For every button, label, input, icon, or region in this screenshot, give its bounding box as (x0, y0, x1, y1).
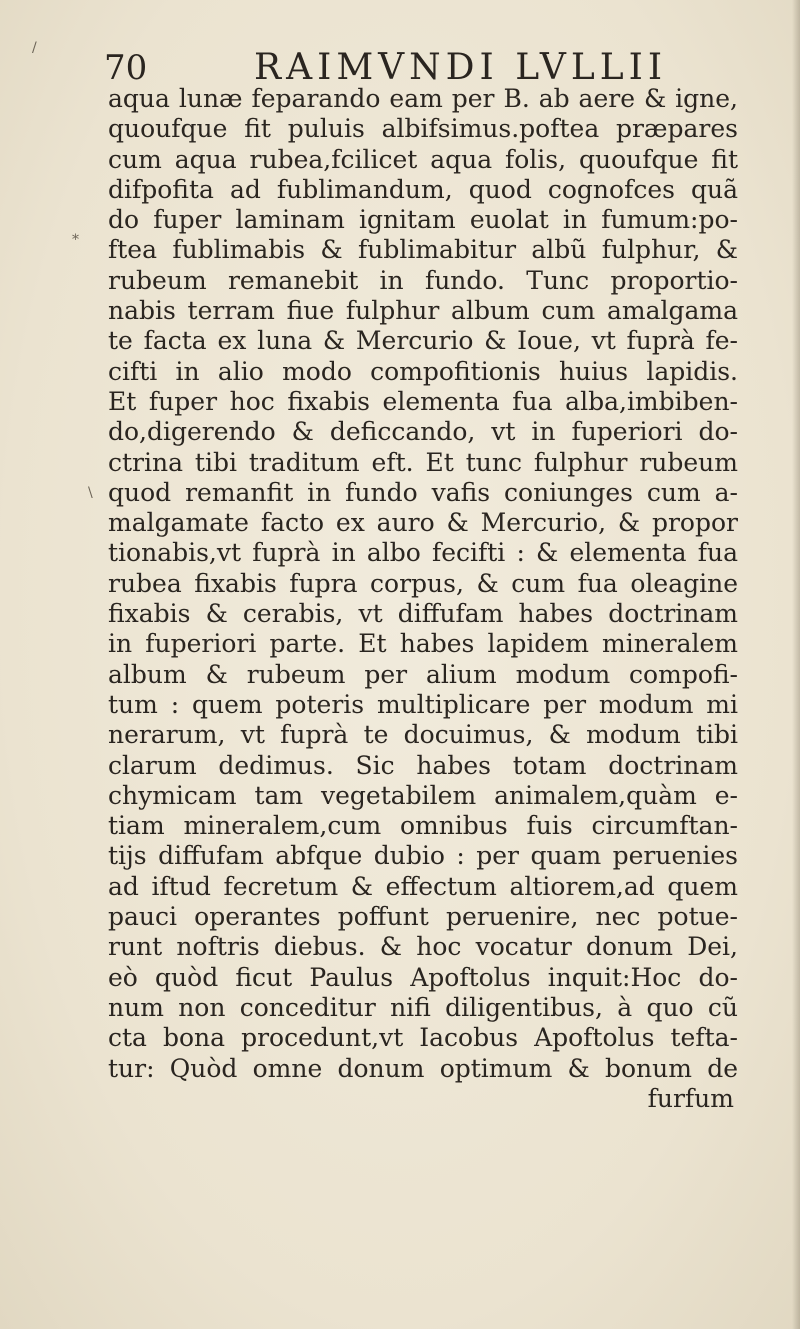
text-line: fixabis & cerabis, vt diffufam habes doctrinam (108, 599, 738, 629)
text-line: num non conceditur nifi diligentibus, à quo cũ (108, 992, 738, 1022)
page-edge-shadow (792, 0, 800, 1329)
text-line: eò quòd ficut Paulus Apoftolus inquit:Hoc do- (108, 962, 738, 992)
text-line: nabis terram fiue fulphur album cum amalgama (108, 296, 738, 326)
text-line: do,digerendo & deficcando, vt in fuperiori do- (108, 417, 738, 447)
text-line: rubea fixabis fupra corpus, & cum fua oleagine (108, 568, 738, 598)
text-line: cum aqua rubea,fcilicet aqua folis, quoufque fit (108, 144, 738, 174)
running-head: RAIMVNDI LVLLII (254, 47, 668, 88)
text-line: Et fuper hoc fixabis elementa fua alba,imbiben- (108, 386, 738, 416)
margin-dot-mark: * (72, 232, 79, 248)
text-line: tur: Quòd omne donum optimum & bonum de (108, 1053, 738, 1083)
text-line: tum : quem poteris multiplicare per modum mi (108, 689, 738, 719)
text-line: tionabis,vt fuprà in albo fecifti : & elementa fua (108, 538, 738, 568)
text-line: difpofita ad fublimandum, quod cognofces quã (108, 174, 738, 204)
text-line: pauci operantes poffunt peruenire, nec potue- (108, 902, 738, 932)
text-line: nerarum, vt fuprà te docuimus, & modum tibi (108, 720, 738, 750)
text-line: in fuperiori parte. Et habes lapidem mineralem (108, 629, 738, 659)
margin-stroke-mark: / (32, 40, 37, 56)
margin-stroke-mark: \ (88, 485, 93, 501)
text-line: tiam mineralem,cum omnibus fuis circumftan- (108, 811, 738, 841)
text-line: quoufque fit puluis albifsimus.poftea præpares (108, 114, 738, 144)
text-line: aqua lunæ feparando eam per B. ab aere & igne, (108, 84, 738, 113)
text-line: malgamate facto ex auro & Mercurio, & propor (108, 508, 738, 538)
text-line: rubeum remanebit in fundo. Tunc proportio- (108, 265, 738, 295)
text-line: quod remanfit in fundo vafis coniunges cum a- (108, 477, 738, 507)
text-line: te facta ex luna & Mercurio & Ioue, vt fuprà fe- (108, 326, 738, 356)
text-line: cifti in alio modo compofitionis huius lapidis. (108, 356, 738, 386)
text-line: tijs diffufam abfque dubio : per quam peruenies (108, 841, 738, 871)
page-number: 70 (104, 48, 148, 88)
text-line: chymicam tam vegetabilem animalem,quàm e- (108, 780, 738, 810)
text-line: runt noftris diebus. & hoc vocatur donum Dei, (108, 932, 738, 962)
text-line: ad iftud fecretum & effectum altiorem,ad quem (108, 871, 738, 901)
text-line: do fuper laminam ignitam euolat in fumum:po- (108, 205, 738, 235)
text-line: cta bona procedunt,vt Iacobus Apoftolus tefta- (108, 1023, 738, 1053)
text-line: ctrina tibi traditum eft. Et tunc fulphur rubeum (108, 447, 738, 477)
catchword: furfum (647, 1083, 734, 1113)
text-block (108, 84, 738, 1114)
text-line: clarum dedimus. Sic habes totam doctrinam (108, 750, 738, 780)
text-line: ftea fublimabis & fublimabitur albũ fulphur, & (108, 235, 738, 265)
text-line: album & rubeum per alium modum compofi- (108, 659, 738, 689)
